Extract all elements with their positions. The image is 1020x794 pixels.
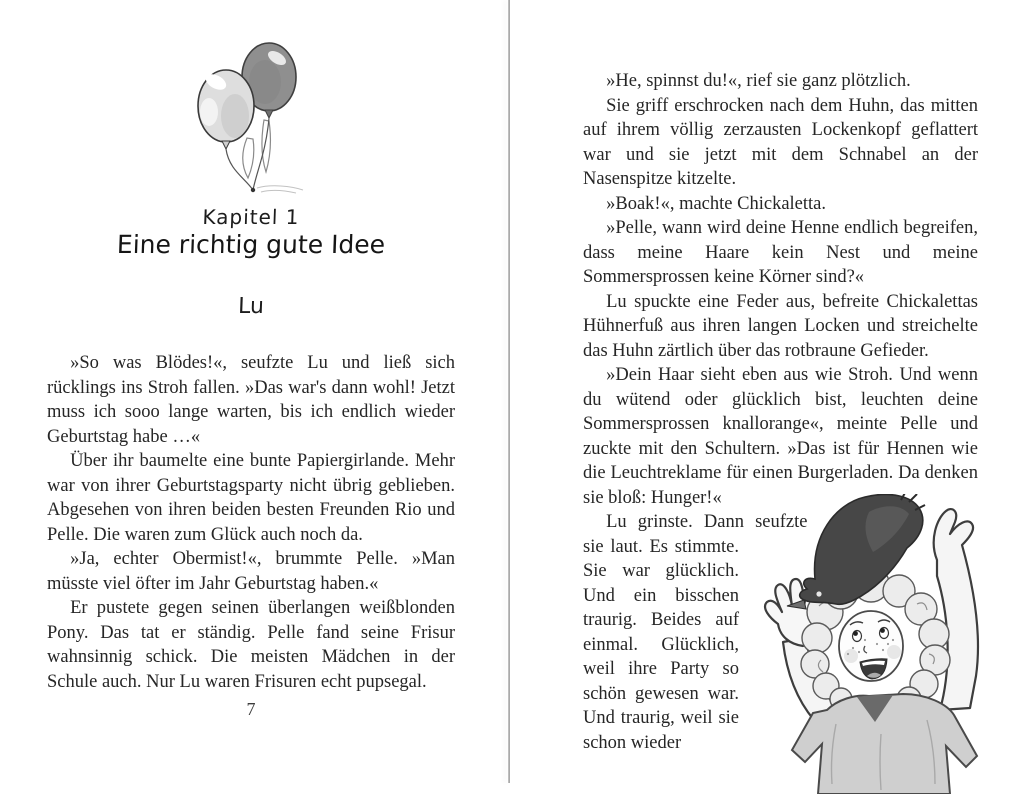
- balloons-drawing: [169, 20, 334, 198]
- section-title: Lu: [237, 294, 265, 319]
- left-page-text: [47, 351, 455, 694]
- balloon-light: [198, 70, 254, 149]
- blush: [887, 645, 901, 659]
- paragraph: Sie griff erschrocken nach dem Huhn, das mitten auf ihrem völlig zerzausten Lockenkopf geflattert war und sie jetzt mit dem Schnabel an der Nasenspitze kitzelte.: [583, 95, 978, 189]
- girl-with-chicken-illustration: [745, 510, 1020, 783]
- paragraph: Er pustete gegen seinen überlangen weißblonden Pony. Das tat er ständig. Pelle fand seine Frisur wahnsinnig schick. Die meisten Mädchen in der Schule auch. Nur Lu waren Frisuren echt pupsegal.: [47, 598, 455, 692]
- page-number: 7: [246, 699, 256, 719]
- right-page: [510, 0, 1020, 783]
- girl-right-arm: [934, 509, 978, 710]
- girl-with-chicken-drawing: [741, 494, 1020, 794]
- paragraph: »Dein Haar sieht eben aus wie Stroh. Und wenn du wütend oder glücklich bist, leuchten deine Sommersprossen knallorange«, meinte Pelle und zuckte mit den Schultern. »Das ist für Hennen wie die Leuchtreklame für einen Burgerladen. Da denken sie bloß: Hunger!«: [583, 365, 978, 508]
- ribbon-tail: [261, 120, 270, 172]
- paragraph: »He, spinnst du!«, rief sie ganz plötzlich.: [606, 71, 911, 91]
- ground-scribble: [257, 186, 303, 193]
- paragraph: Lu grinste. Dann seufzte sie laut. Es stimmte. Sie war glücklich. Und ein bisschen traurig. Beides auf einmal. Glücklich, weil ihre Party so schön gewesen war. Und traurig, weil sie schon wieder: [583, 512, 808, 753]
- paragraph: Über ihr baumelte eine bunte Papiergirlande. Mehr war von ihrer Geburtstagsparty nicht übrig geblieben. Abgesehen von ihren beiden besten Freunden Rio und Pelle. Die waren zum Glück auch noch da.: [47, 451, 455, 545]
- paragraph: »Ja, echter Obermist!«, brummte Pelle. »Man müsste viel öfter im Jahr Geburtstag haben.«: [47, 549, 455, 594]
- balloons-illustration: [47, 20, 455, 198]
- chapter-label: Kapitel 1: [202, 205, 300, 229]
- paragraph: »So was Blödes!«, seufzte Lu und ließ sich rücklings ins Stroh fallen. »Das war's dann wohl! Jetzt muss ich sooo lange warten, bis ich endlich wieder Geburtstag habe …«: [47, 353, 455, 447]
- ribbon-tail: [242, 138, 253, 178]
- paragraph: Lu spuckte eine Feder aus, befreite Chickalettas Hühnerfuß aus ihren langen Locken und streichelte das Huhn zärtlich über das rotbraune Gefieder.: [583, 291, 978, 361]
- right-page-text: [583, 69, 978, 755]
- paragraph: »Boak!«, machte Chickaletta.: [606, 193, 826, 214]
- left-page: [0, 0, 510, 783]
- chapter-title: Eine richtig gute Idee: [116, 230, 386, 259]
- blush: [844, 649, 858, 663]
- chicken-eye: [816, 591, 821, 596]
- paragraph: »Pelle, wann wird deine Henne endlich begreifen, dass meine Haare kein Nest und meine Sommersprossen keine Körner sind?«: [583, 218, 978, 287]
